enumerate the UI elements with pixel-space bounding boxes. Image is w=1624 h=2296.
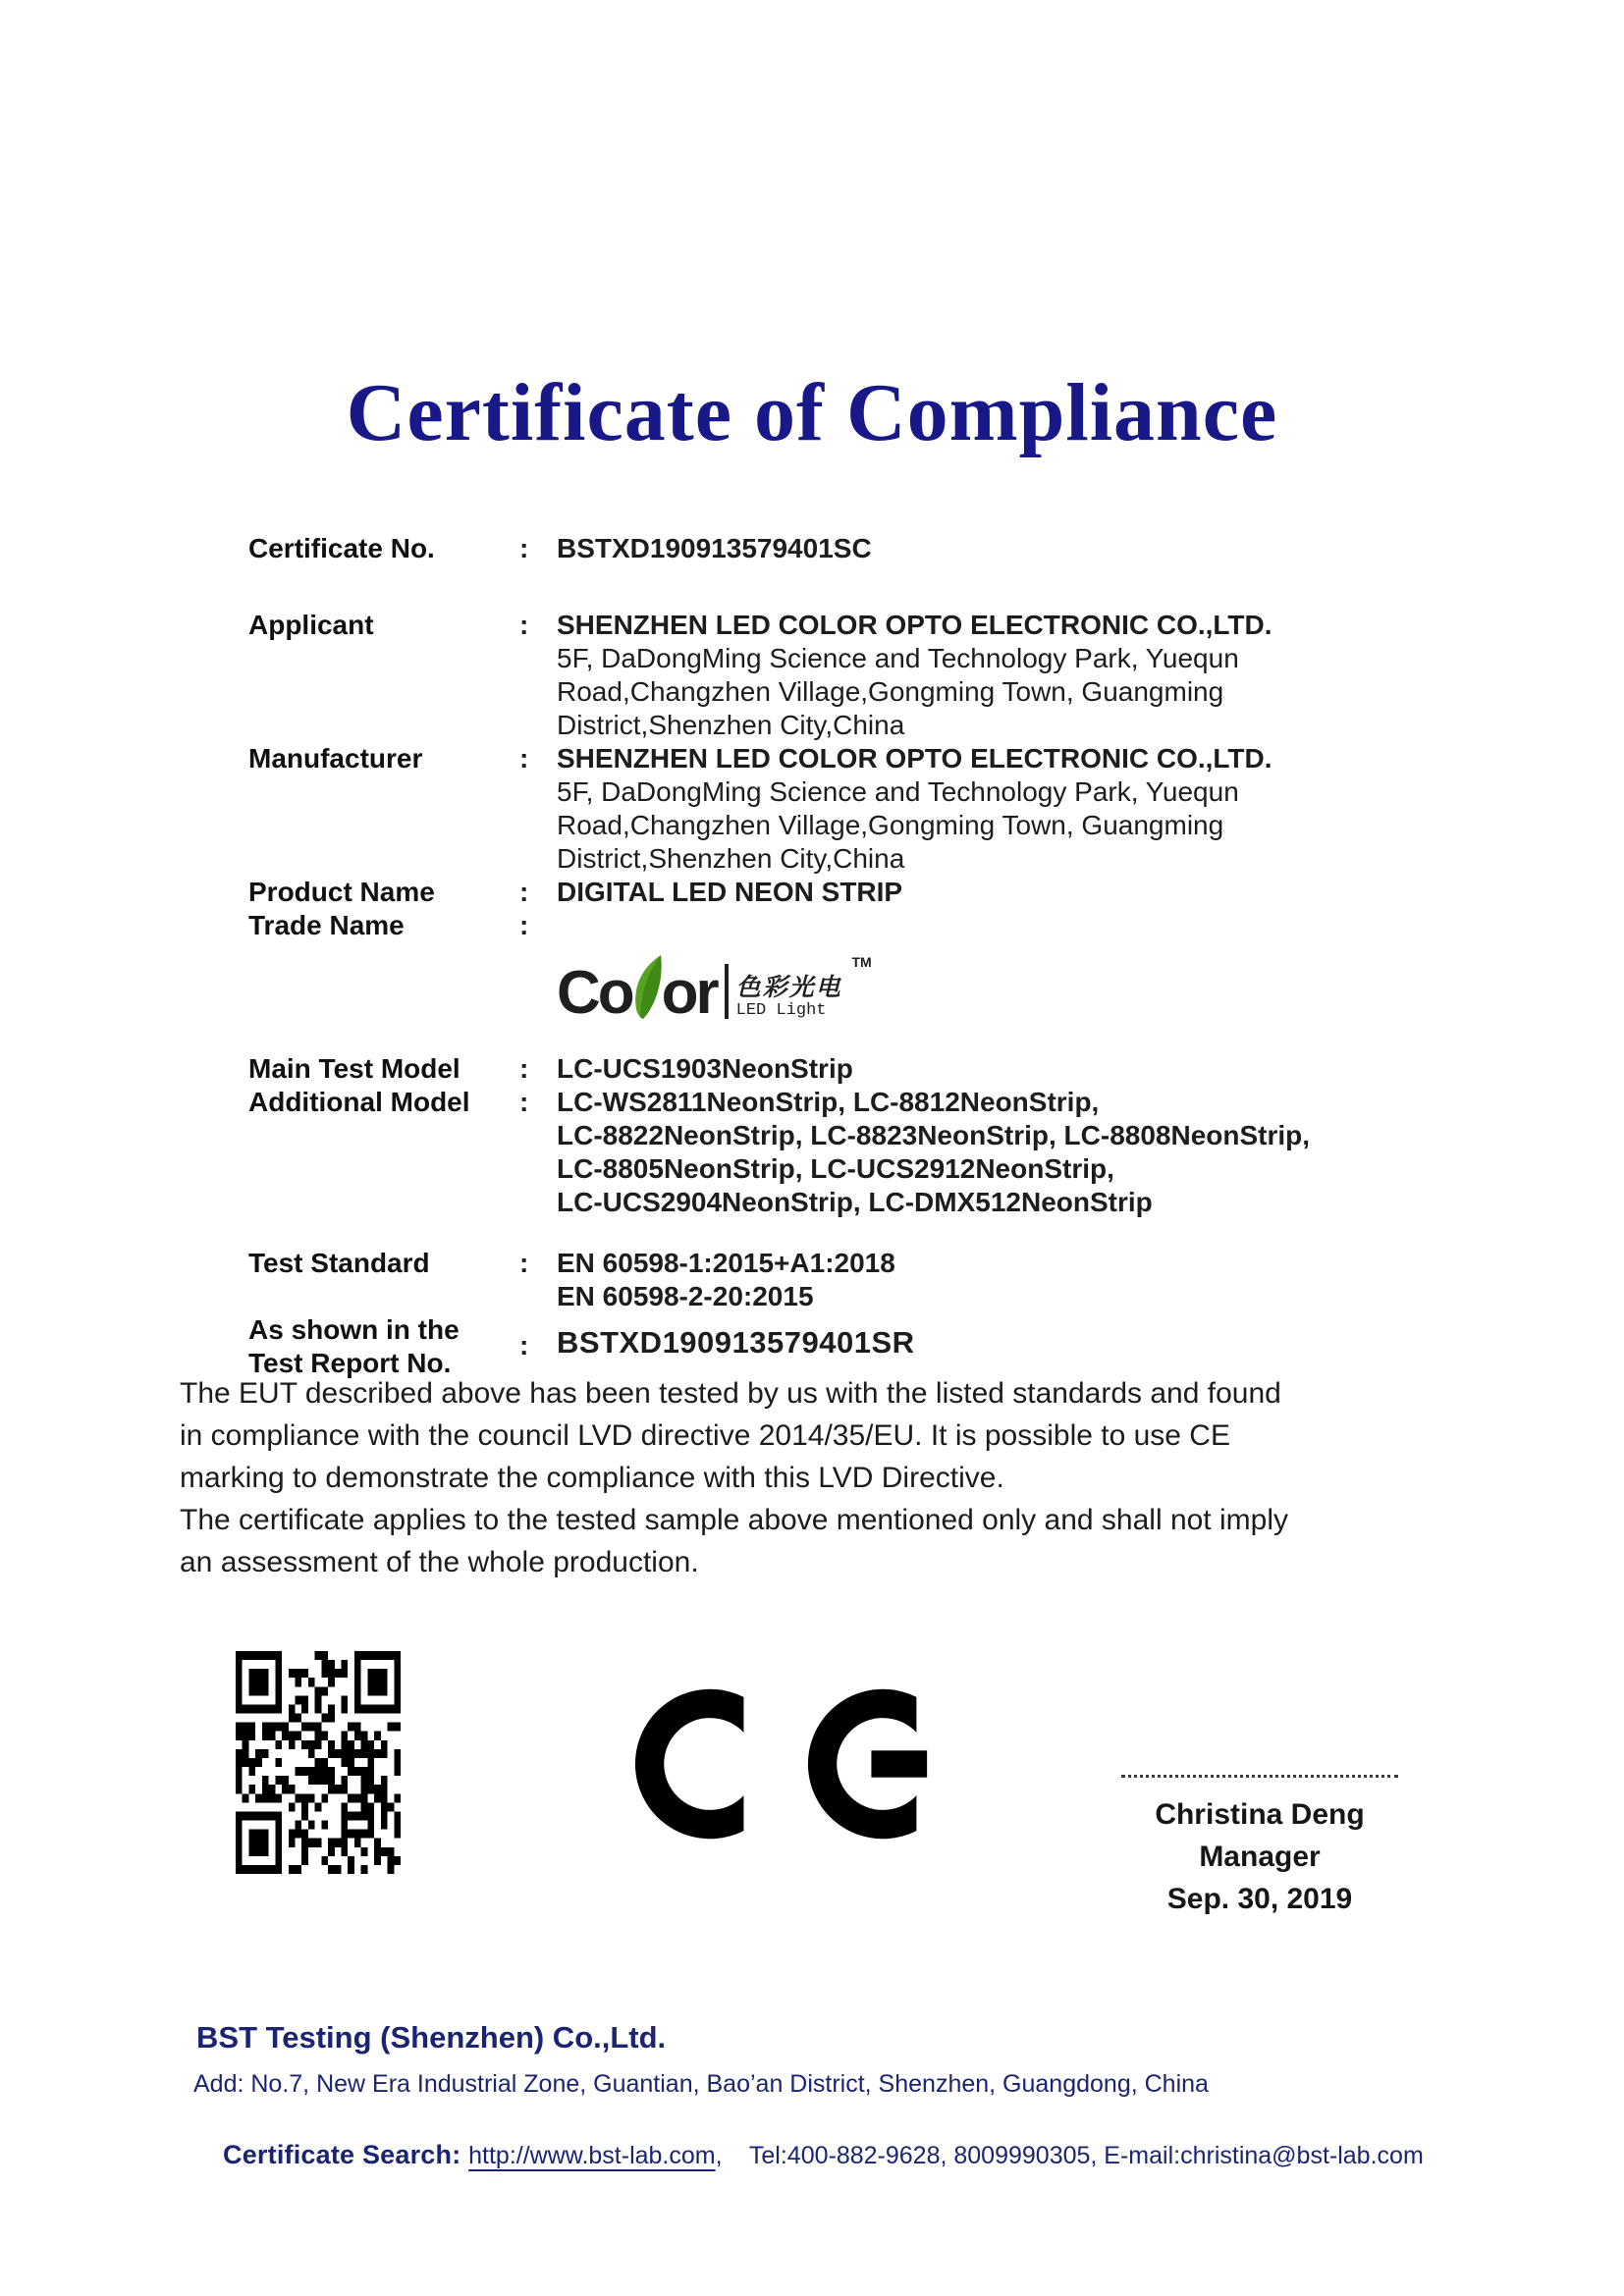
qr-code xyxy=(236,1651,401,1874)
manufacturer-address-line: 5F, DaDongMing Science and Technology Park, Yuequn xyxy=(557,776,1239,807)
product-name-value: DIGITAL LED NEON STRIP xyxy=(557,877,903,907)
logo-sub-text: LED Light xyxy=(735,1001,827,1020)
manufacturer-address-line: Road,Changzhen Village,Gongming Town, Guangming xyxy=(557,810,1224,840)
applicant-address-line: 5F, DaDongMing Science and Technology Park, Yuequn xyxy=(557,643,1239,673)
additional-model-line: LC-UCS2904NeonStrip, LC-DMX512NeonStrip xyxy=(557,1187,1153,1217)
colon: : xyxy=(519,610,529,640)
test-standard-line: EN 60598-1:2015+A1:2018 xyxy=(557,1248,895,1278)
colon: : xyxy=(519,1330,529,1361)
field-row-trade-name xyxy=(248,909,1456,942)
colon: : xyxy=(519,910,529,940)
footer-address: Add: No.7, New Era Industrial Zone, Guantian, Bao’an District, Shenzhen, Guangdong, China xyxy=(193,2070,1209,2098)
applicant-address-line: Road,Changzhen Village,Gongming Town, Guangming xyxy=(557,676,1224,707)
test-report-value: BSTXD190913579401SR xyxy=(557,1325,915,1360)
signer-role: Manager xyxy=(1199,1841,1321,1873)
additional-model-line: LC-8805NeonStrip, LC-UCS2912NeonStrip, xyxy=(557,1153,1114,1184)
field-row-main-test-model xyxy=(248,1052,1456,1086)
statement-paragraph xyxy=(180,1372,1476,1583)
product-name-label: Product Name xyxy=(248,877,435,907)
field-row-test-standard xyxy=(248,1247,1456,1313)
main-test-model-value: LC-UCS1903NeonStrip xyxy=(557,1053,853,1084)
logo-tagline xyxy=(735,954,872,1021)
manufacturer-address-line: District,Shenzhen City,China xyxy=(557,843,905,874)
footer-search-line xyxy=(193,2109,1424,2201)
test-report-label: As shown in the Test Report No. xyxy=(248,1314,460,1378)
colon: : xyxy=(519,533,529,563)
statement-line: an assessment of the whole production. xyxy=(180,1546,699,1578)
logo-chinese-text: 色彩光电 xyxy=(735,975,842,1001)
ce-mark-icon xyxy=(633,1659,933,1869)
applicant-label: Applicant xyxy=(248,610,374,640)
certificate-no-value: BSTXD190913579401SC xyxy=(557,533,872,563)
manufacturer-name: SHENZHEN LED COLOR OPTO ELECTRONIC CO.,LTD. xyxy=(557,743,1272,774)
logo-divider xyxy=(725,964,729,1019)
logo-word-left: Co xyxy=(557,959,632,1027)
test-standard-line: EN 60598-2-20:2015 xyxy=(557,1281,814,1311)
applicant-address-line: District,Shenzhen City,China xyxy=(557,710,905,740)
field-row-applicant xyxy=(248,609,1456,742)
signature-date: Sep. 30, 2019 xyxy=(1166,1883,1353,1915)
field-row-additional-model xyxy=(248,1086,1456,1219)
certificate-no-label: Certificate No. xyxy=(248,533,435,563)
manufacturer-label: Manufacturer xyxy=(248,743,423,774)
leaf-icon xyxy=(628,954,664,1027)
logo-word-right: or xyxy=(661,959,717,1027)
main-test-model-label: Main Test Model xyxy=(248,1053,460,1084)
field-row-certificate-no xyxy=(248,532,1456,565)
trade-name-logo xyxy=(557,948,969,1042)
trade-name-value xyxy=(557,909,1456,942)
colon: : xyxy=(519,743,529,774)
signature-block xyxy=(1112,1775,1407,1920)
statement-line: marking to demonstrate the compliance with this LVD Directive. xyxy=(180,1462,1004,1494)
field-row-manufacturer xyxy=(248,742,1456,876)
signature-dotted-line xyxy=(1121,1775,1398,1778)
statement-line: The EUT described above has been tested by us with the listed standards and found xyxy=(180,1377,1281,1410)
field-row-test-report xyxy=(248,1313,1456,1380)
manufacturer-value xyxy=(557,742,1456,876)
colon: : xyxy=(519,877,529,907)
field-row-product-name xyxy=(248,876,1456,909)
trade-name-label: Trade Name xyxy=(248,910,405,940)
footer-contact-info: , Tel:400-882-9628, 8009990305, E-mail:christina@bst-lab.com xyxy=(715,2142,1424,2169)
certificate-search-label: Certificate Search: xyxy=(223,2140,469,2169)
additional-model-label: Additional Model xyxy=(248,1087,470,1117)
test-standard-value xyxy=(557,1247,1456,1313)
certificate-details xyxy=(248,532,1456,1380)
certificate-search-link[interactable]: http://www.bst-lab.com xyxy=(468,2142,716,2169)
additional-model-line: LC-8822NeonStrip, LC-8823NeonStrip, LC-8808NeonStrip, xyxy=(557,1120,1311,1150)
colon: : xyxy=(519,1248,529,1278)
statement-line: The certificate applies to the tested sample above mentioned only and shall not imply xyxy=(180,1504,1288,1536)
page-title: Certificate of Compliance xyxy=(346,367,1278,458)
colon: : xyxy=(519,1087,529,1117)
statement-line: in compliance with the council LVD directive 2014/35/EU. It is possible to use CE xyxy=(180,1419,1230,1452)
signer-name: Christina Deng xyxy=(1155,1798,1365,1831)
footer-company-name: BST Testing (Shenzhen) Co.,Ltd. xyxy=(196,2020,667,2055)
colon: : xyxy=(519,1053,529,1084)
additional-model-value xyxy=(557,1086,1456,1219)
applicant-value xyxy=(557,609,1456,742)
applicant-name: SHENZHEN LED COLOR OPTO ELECTRONIC CO.,LTD. xyxy=(557,610,1272,640)
additional-model-line: LC-WS2811NeonStrip, LC-8812NeonStrip, xyxy=(557,1087,1100,1117)
trademark-symbol: TM xyxy=(851,954,872,970)
test-standard-label: Test Standard xyxy=(248,1248,430,1278)
